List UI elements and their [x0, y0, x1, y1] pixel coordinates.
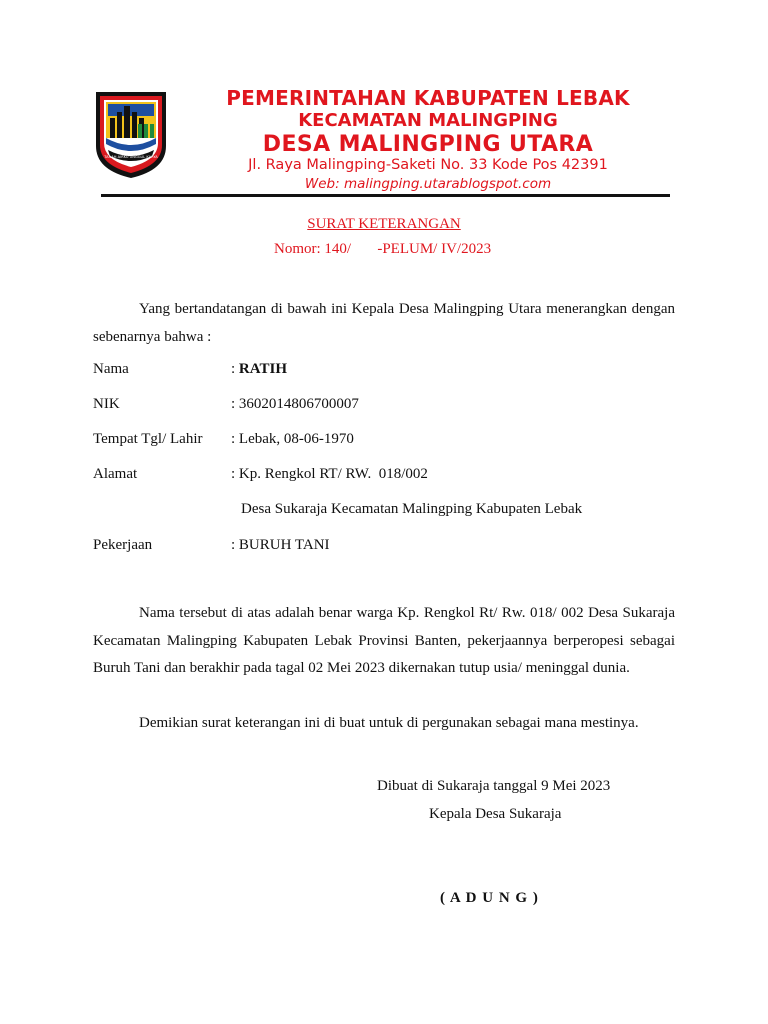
field-label-ttl: Tempat Tgl/ Lahir	[93, 431, 203, 447]
field-value-nama-text: RATIH	[238, 361, 287, 377]
closing-paragraph: Demikian surat keterangan ini di buat untuk di pergunakan sebagai mana mestinya.	[139, 715, 639, 731]
letterhead-divider	[101, 194, 670, 197]
signature-position: Kepala Desa Sukaraja	[429, 806, 562, 822]
field-value-nik: : 3602014806700007	[231, 396, 359, 412]
document-number: Nomor: 140/ -PELUM/ IV/2023	[274, 241, 492, 257]
field-value-ttl: : Lebak, 08-06-1970	[231, 431, 354, 447]
statement-paragraph: Nama tersebut di atas adalah benar warga Kp. Rengkol Rt/ Rw. 018/ 002 Desa Sukaraja Kecamatan Malingping Kabupaten Lebak Provinsi Banten, pekerjaannya berperopesi sebagai Buruh Tani dan berakhir pada tagal 02 Mei 2023 dikernakan tutup usia/ meninggal dunia.	[93, 605, 675, 676]
document-title: SURAT KETERANGAN	[307, 216, 461, 232]
letterhead-address: Jl. Raya Malingping-Saketi No. 33 Kode Pos 42391	[248, 157, 608, 173]
field-value-nama: : RATIH	[231, 361, 287, 377]
intro-paragraph: Yang bertandatangan di bawah ini Kepala Desa Malingping Utara menerangkan dengan sebenarnya bahwa :	[93, 301, 675, 345]
signature-name: ( A D U N G )	[440, 890, 539, 906]
field-label-pekerjaan: Pekerjaan	[93, 537, 153, 553]
logo-motto: TANAH AIRKU UNGGUL KARYA	[104, 155, 158, 159]
letterhead-website: Web: malingping.utarablogspot.com	[304, 176, 552, 192]
letterhead-district: KECAMATAN MALINGPING	[298, 110, 558, 131]
field-value-pekerjaan: : BURUH TANI	[231, 537, 330, 553]
signature-place-date: Dibuat di Sukaraja tanggal 9 Mei 2023	[377, 778, 611, 794]
field-label-nama: Nama	[93, 361, 129, 377]
field-label-nik: NIK	[93, 396, 120, 412]
field-label-alamat: Alamat	[93, 466, 138, 482]
letterhead-village: DESA MALINGPING UTARA	[262, 132, 594, 157]
field-value-alamat: : Kp. Rengkol RT/ RW. 018/002	[231, 466, 428, 482]
field-value-alamat-line2: Desa Sukaraja Kecamatan Malingping Kabupaten Lebak	[241, 501, 583, 517]
letterhead-government: PEMERINTAHAN KABUPATEN LEBAK	[226, 86, 630, 110]
village-emblem-logo	[92, 88, 170, 180]
